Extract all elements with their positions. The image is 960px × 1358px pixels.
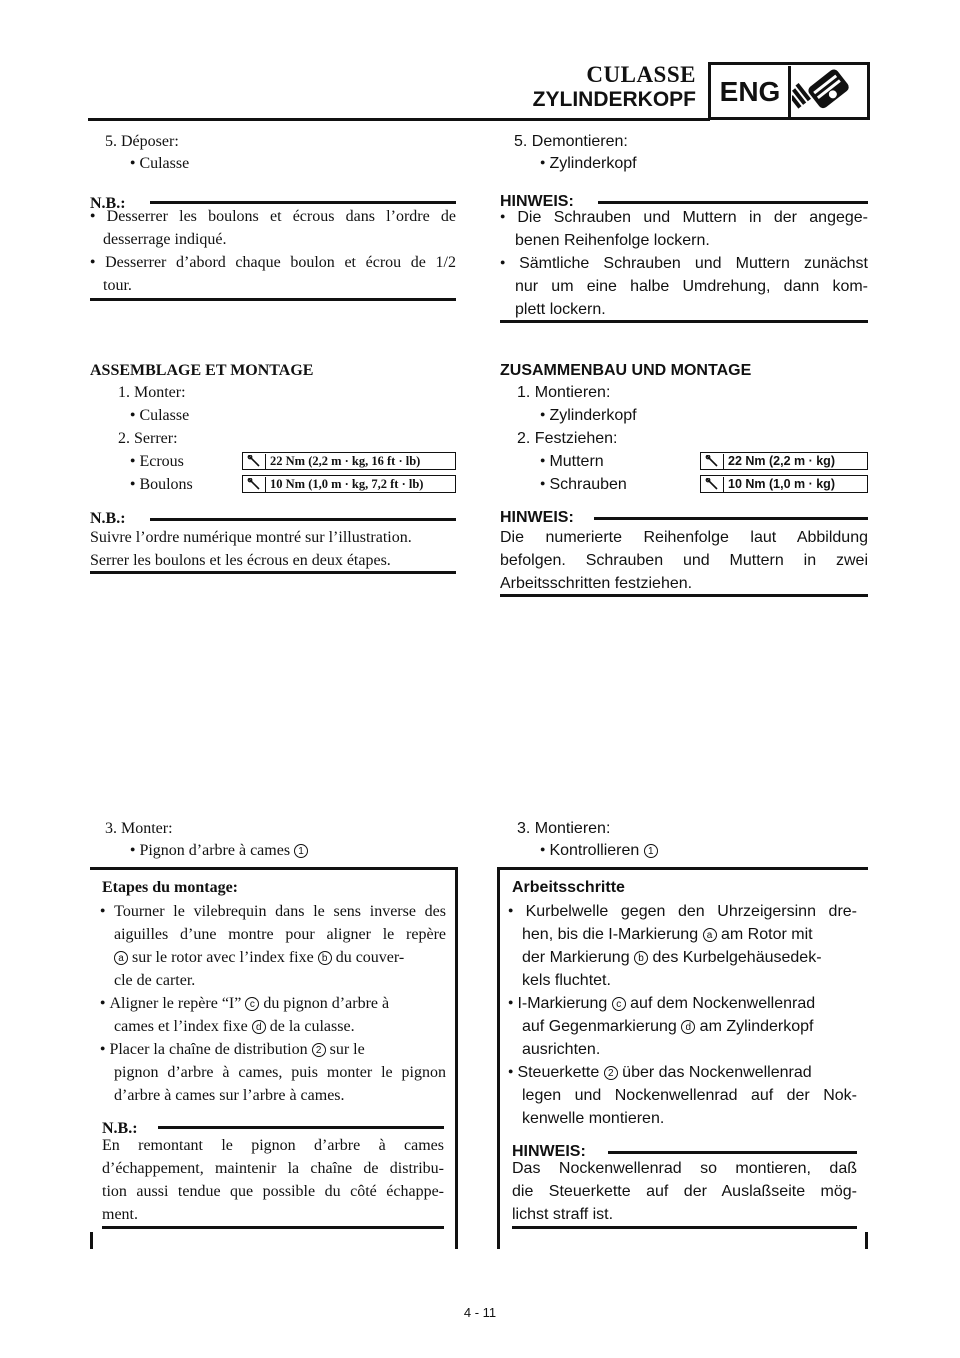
procedure-left-bar — [90, 1232, 93, 1249]
assembly-step1-item: ● Culasse — [130, 404, 189, 429]
proc-b2-line1 — [100, 992, 389, 1017]
ref-1: 1 — [644, 844, 658, 858]
ref-1: 1 — [294, 844, 308, 858]
proc-b3-text: Steuerkette — [517, 1064, 600, 1081]
procedure-heading: Etapes du montage: — [102, 879, 239, 896]
torque-spec-bolts — [242, 475, 456, 493]
proc-nb-line2: die Steuerkette auf der Auslaßseite mög- — [512, 1183, 857, 1200]
proc-b1-line3-text: sur le rotor avec l’index fixe — [132, 949, 314, 966]
step5-title: 5. Demontieren: — [514, 133, 628, 150]
torque-spec-bolts — [700, 475, 868, 493]
nb2-line2: befolgen. Schrauben und Muttern in zwei — [500, 552, 868, 569]
torque-value: 22 Nm (2,2 m · kg) — [728, 454, 835, 468]
proc-b3-line3: d’arbre à cames sur l’arbre à cames. — [114, 1087, 345, 1104]
nb1-label: N.B.: — [90, 195, 126, 212]
proc-nb-line3: tion aussi tendue que possible du côté échappe- — [102, 1183, 444, 1200]
nb1-bullet2-line1: ● Sämtliche Schrauben und Muttern zunächst — [500, 252, 868, 277]
nb2-rule — [594, 517, 868, 520]
proc-nb-rule — [158, 1126, 444, 1129]
proc-b2-line2-tail: de la culasse. — [269, 1018, 355, 1035]
nb1-rule — [150, 201, 456, 204]
proc-nb-line4: ment. — [102, 1206, 138, 1223]
nb2-rule — [150, 518, 456, 521]
step5-item: ● Zylinderkopf — [540, 152, 637, 177]
nb1-bullet1-line2: desserrage indiqué. — [103, 231, 227, 248]
ref-d: d — [252, 1020, 266, 1034]
nb2-line3: Arbeitsschritten festziehen. — [500, 575, 693, 592]
ref-2: 2 — [312, 1043, 326, 1057]
proc-b2-text: Aligner le repère “I” — [109, 995, 242, 1012]
step3-item — [130, 839, 308, 864]
proc-b3-line1 — [508, 1061, 812, 1086]
page-number: 4 - 11 — [463, 1305, 497, 1320]
proc-b2-line1 — [508, 992, 815, 1017]
proc-b3-tail: sur le — [329, 1041, 365, 1058]
nb2-label: HINWEIS: — [500, 509, 574, 526]
nb1-rule — [598, 201, 868, 204]
ref-a: a — [703, 928, 717, 942]
nb1-label: HINWEIS: — [500, 193, 574, 210]
procedure-right-bar — [865, 1232, 868, 1249]
proc-b1-line3-text: der Markierung — [522, 949, 630, 966]
nb2-bottom-rule — [90, 571, 456, 574]
header-title-fr: CULASSE — [586, 62, 696, 87]
proc-nb-bottom-rule — [512, 1226, 857, 1229]
assembly-heading: ZUSAMMENBAU UND MONTAGE — [500, 362, 752, 379]
step5-item: ● Culasse — [130, 152, 189, 177]
nb1-bullet2-line2: tour. — [103, 277, 132, 294]
nb1-bullet2-line1: ● Desserrer d’abord chaque boulon et écrou de 1/2 — [90, 251, 456, 276]
ref-c: c — [612, 997, 626, 1011]
nb2-bottom-rule — [500, 594, 868, 597]
assembly-step2-title: 2. Festziehen: — [517, 430, 618, 447]
ref-d: d — [681, 1020, 695, 1034]
proc-nb-line1: Das Nockenwellenrad so montieren, daß — [512, 1160, 857, 1177]
proc-b3-line1 — [100, 1038, 365, 1063]
proc-b3-line3: kenwelle montieren. — [522, 1110, 665, 1127]
assembly-step2-item1: ● Muttern — [540, 450, 604, 475]
proc-b1-line3 — [522, 946, 822, 970]
torque-spec-nuts — [700, 452, 868, 470]
proc-b2-line2 — [522, 1015, 814, 1039]
ref-b: b — [318, 951, 332, 965]
engine-piston-icon — [792, 66, 866, 116]
proc-nb-line1: En remontant le pignon d’arbre à cames — [102, 1137, 444, 1154]
section-label: ENG — [712, 66, 791, 118]
proc-b1-line1: ● Tourner le vilebrequin dans le sens inverse des — [100, 900, 446, 925]
proc-b1-line2 — [522, 923, 813, 947]
torque-value: 10 Nm (1,0 m · kg, 7,2 ft · lb) — [270, 476, 424, 491]
procedure-top-rule — [497, 867, 868, 870]
ref-a: a — [114, 951, 128, 965]
nb2-line1: Suivre l’ordre numérique montré sur l’illustration. — [90, 529, 412, 546]
proc-b2-line3: ausrichten. — [522, 1041, 601, 1058]
proc-b1-line2-text: hen, bis die I-Markierung — [522, 926, 699, 943]
nb1-bottom-rule — [500, 320, 868, 323]
proc-b3-line2: pignon d’arbre à cames, puis monter le pignon — [114, 1064, 446, 1081]
assembly-step2-title: 2. Serrer: — [118, 430, 178, 447]
nb1-bullet1-line2: benen Reihenfolge lockern. — [515, 232, 710, 249]
proc-b2-text: I-Markierung — [517, 995, 608, 1012]
torque-value: 10 Nm (1,0 m · kg) — [728, 477, 835, 491]
proc-b2-line2-text: cames et l’index fixe — [114, 1018, 248, 1035]
step3-title: 3. Montieren: — [517, 820, 611, 837]
procedure-right-bar — [455, 867, 458, 1249]
step3-item — [540, 839, 658, 864]
header-rule — [88, 118, 710, 121]
proc-nb-rule — [608, 1151, 857, 1154]
proc-b1-line4: kels fluchtet. — [522, 972, 611, 989]
proc-nb-line2: d’échappement, maintenir la chaîne de distribu- — [102, 1160, 444, 1177]
proc-nb-line3: lichst straff ist. — [512, 1206, 614, 1223]
torque-wrench-icon — [701, 454, 724, 469]
nb1-bullet2-line3: plett lockern. — [515, 301, 606, 318]
proc-b1-line3-tail: des Kurbelgehäusedek- — [652, 949, 822, 966]
nb2-line1: Die numerierte Reihenfolge laut Abbildung — [500, 529, 868, 546]
procedure-heading: Arbeitsschritte — [512, 879, 625, 896]
proc-b3-tail: über das Nockenwellenrad — [622, 1064, 812, 1081]
proc-b2-line2-tail: am Zylinderkopf — [699, 1018, 814, 1035]
nb2-line2: Serrer les boulons et les écrous en deux étapes. — [90, 552, 391, 569]
assembly-step2-item2: ● Schrauben — [540, 473, 627, 498]
torque-wrench-icon — [701, 477, 724, 492]
assembly-step1-title: 1. Montieren: — [517, 384, 611, 401]
torque-value: 22 Nm (2,2 m · kg, 16 ft · lb) — [270, 453, 421, 468]
step3-item-text: Pignon d’arbre à cames — [139, 842, 291, 859]
proc-b1-line3 — [114, 946, 404, 970]
step5-title: 5. Déposer: — [105, 133, 179, 150]
assembly-heading: ASSEMBLAGE ET MONTAGE — [90, 362, 314, 379]
proc-b3-line2: legen und Nockenwellenrad auf der Nok- — [522, 1087, 857, 1104]
procedure-left-bar — [497, 867, 500, 1249]
proc-b2-line2 — [114, 1015, 355, 1039]
assembly-step2-item2: ● Boulons — [130, 473, 193, 498]
proc-b2-tail: auf dem Nockenwellenrad — [630, 995, 816, 1012]
step3-title: 3. Monter: — [105, 820, 173, 837]
proc-nb-label: HINWEIS: — [512, 1143, 586, 1160]
proc-b2-tail: du pignon d’arbre à — [263, 995, 390, 1012]
proc-b1-line3-tail: du couver- — [335, 949, 405, 966]
torque-spec-nuts — [242, 452, 456, 470]
nb2-label: N.B.: — [90, 510, 126, 527]
torque-wrench-icon — [243, 454, 266, 469]
header-title-de: ZYLINDERKOPF — [532, 88, 696, 111]
proc-b1-line2-tail: am Rotor mit — [721, 926, 813, 943]
ref-c: c — [245, 997, 259, 1011]
ref-b: b — [634, 951, 648, 965]
proc-nb-bottom-rule — [102, 1226, 444, 1229]
proc-b1-line4: cle de carter. — [114, 972, 196, 989]
step3-item-text: Kontrollieren — [549, 842, 640, 859]
proc-b1-line1: ● Kurbelwelle gegen den Uhrzeigersinn dre- — [508, 900, 857, 925]
ref-2: 2 — [604, 1066, 618, 1080]
torque-wrench-icon — [243, 477, 266, 492]
nb1-bullet2-line2: nur um eine halbe Umdrehung, dann kom- — [515, 278, 868, 295]
proc-b2-line2-text: auf Gegenmarkierung — [522, 1018, 677, 1035]
assembly-step1-item: ● Zylinderkopf — [540, 404, 637, 429]
proc-b1-line2: aiguilles d’une montre pour aligner le repère — [114, 926, 446, 943]
nb1-bottom-rule — [90, 298, 456, 301]
proc-nb-label: N.B.: — [102, 1120, 138, 1137]
procedure-top-rule — [90, 867, 458, 870]
assembly-step2-item1: ● Ecrous — [130, 450, 184, 475]
assembly-step1-title: 1. Monter: — [118, 384, 186, 401]
proc-b3-text: Placer la chaîne de distribution — [109, 1041, 308, 1058]
nb1-bullet1-line1: ● Desserrer les boulons et écrous dans l’ordre de — [90, 205, 456, 230]
nb1-bullet1-line1: ● Die Schrauben und Muttern in der angege- — [500, 206, 868, 231]
